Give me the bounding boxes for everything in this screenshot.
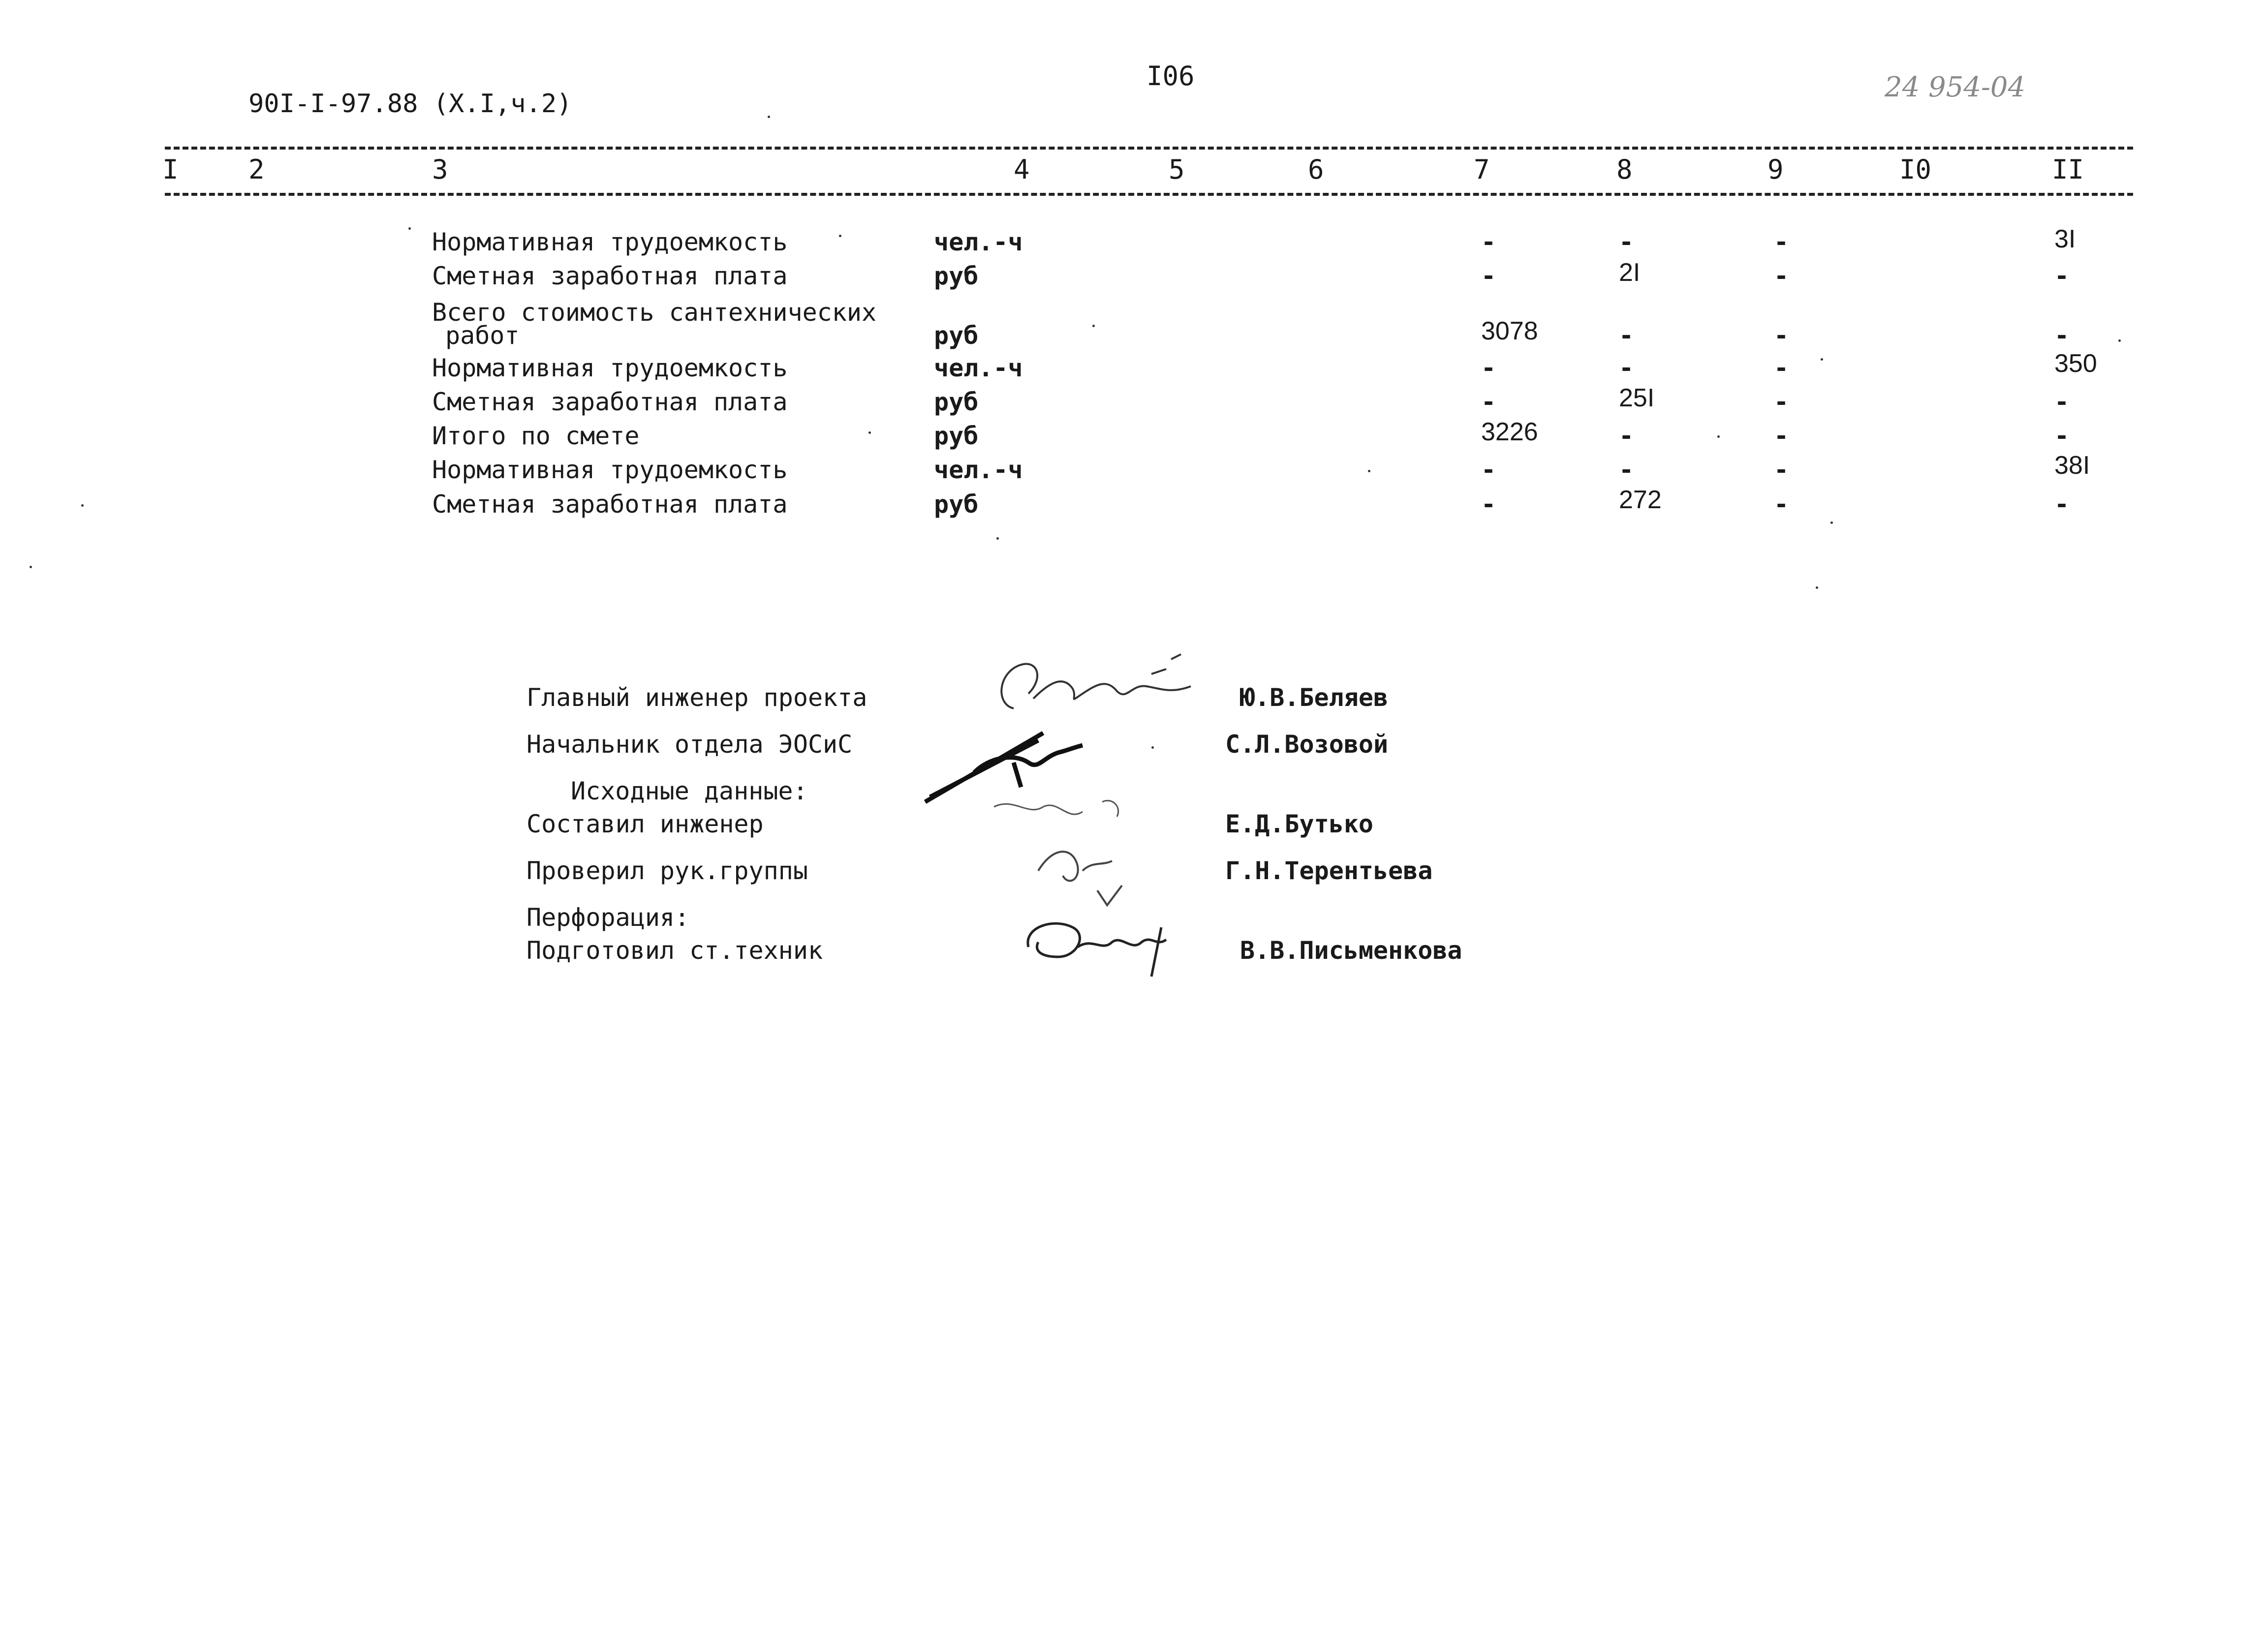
cell-col7: - — [1481, 228, 1496, 256]
column-header: 7 — [1474, 154, 1490, 185]
signature-checked — [1023, 836, 1151, 915]
row-name: Нормативная трудоемкость — [432, 354, 788, 382]
column-header: I0 — [1899, 154, 1932, 185]
page-number: I06 — [1146, 61, 1195, 92]
row-name: Сметная заработная плата — [432, 262, 788, 290]
cell-col9: - — [1774, 490, 1789, 519]
row-name: Нормативная трудоемкость — [432, 456, 788, 484]
scan-speck — [30, 566, 32, 568]
column-header: II — [2052, 154, 2084, 185]
scan-speck — [2118, 339, 2121, 342]
row-unit: чел.-ч — [934, 456, 1023, 484]
prepared-label: Подготовил ст.техник — [527, 936, 823, 965]
dept-head-name: С.Л.Возовой — [1225, 730, 1389, 759]
compiled-label: Составил инженер — [527, 810, 764, 838]
scan-speck — [1151, 746, 1154, 749]
row-unit: руб — [934, 388, 979, 416]
cell-col7: - — [1481, 388, 1496, 416]
scan-speck — [839, 235, 841, 237]
cell-col11: - — [2054, 490, 2070, 519]
cell-col11: - — [2054, 388, 2070, 416]
row-name: Сметная заработная плата — [432, 388, 788, 416]
checked-label: Проверил рук.группы — [527, 857, 808, 885]
scan-speck — [1830, 521, 1833, 524]
cell-col8: 2I — [1619, 258, 1641, 287]
scan-speck — [1821, 358, 1823, 361]
column-header: 4 — [1014, 154, 1030, 185]
signature-compiled — [984, 792, 1161, 836]
row-name-continuation: работ — [445, 321, 520, 350]
cell-col8: - — [1619, 422, 1634, 450]
cell-col9: - — [1774, 321, 1789, 350]
scan-speck — [996, 537, 999, 540]
chief-engineer-label: Главный инженер проекта — [527, 683, 868, 712]
cell-col7: 3078 — [1481, 317, 1538, 345]
row-unit: чел.-ч — [934, 228, 1023, 256]
compiled-name: Е.Д.Бутько — [1225, 810, 1374, 838]
cell-col8: - — [1619, 354, 1634, 382]
column-header: 6 — [1308, 154, 1324, 185]
scan-speck — [768, 116, 770, 118]
column-header: 2 — [248, 154, 265, 185]
row-name: Нормативная трудоемкость — [432, 228, 788, 256]
scan-speck — [868, 431, 871, 434]
column-header: I — [162, 154, 179, 185]
column-header: 5 — [1169, 154, 1185, 185]
row-name: Итого по смете — [432, 422, 640, 450]
cell-col11: - — [2054, 422, 2070, 450]
document-code: 90I-I-97.88 (X.I,ч.2) — [248, 89, 572, 119]
row-unit: руб — [934, 490, 979, 519]
cell-col7: - — [1481, 354, 1496, 382]
header-top-rule — [165, 147, 2133, 150]
prepared-name: В.В.Письменкова — [1240, 936, 1462, 965]
column-header: 9 — [1767, 154, 1784, 185]
cell-col8: - — [1619, 228, 1634, 256]
cell-col11: - — [2054, 321, 2070, 350]
cell-col7: - — [1481, 262, 1496, 290]
row-unit: руб — [934, 422, 979, 450]
scan-speck — [1092, 325, 1095, 327]
perforation-label: Перфорация: — [527, 903, 690, 932]
cell-col9: - — [1774, 354, 1789, 382]
header-bottom-rule — [165, 193, 2133, 196]
scan-speck — [1717, 435, 1720, 438]
row-unit: руб — [934, 262, 979, 290]
row-name: Всего стоимость сантехнических — [432, 298, 877, 327]
dept-head-label: Начальник отдела ЭОСиС — [527, 730, 853, 759]
cell-col8: 272 — [1619, 486, 1662, 514]
column-header: 3 — [432, 154, 448, 185]
cell-col8: - — [1619, 456, 1634, 484]
cell-col11: 3I — [2054, 225, 2076, 253]
cell-col11: 350 — [2054, 349, 2097, 378]
cell-col9: - — [1774, 388, 1789, 416]
source-data-label: Исходные данные: — [571, 777, 808, 805]
row-unit: руб — [934, 321, 979, 350]
cell-col8: 25I — [1619, 384, 1655, 412]
column-header: 8 — [1616, 154, 1633, 185]
cell-col9: - — [1774, 456, 1789, 484]
cell-col8: - — [1619, 321, 1634, 350]
signature-prepared — [1019, 908, 1196, 986]
cell-col11: - — [2054, 262, 2070, 290]
cell-col9: - — [1774, 422, 1789, 450]
scan-speck — [1816, 586, 1818, 589]
cell-col9: - — [1774, 262, 1789, 290]
archive-number: 24 954-04 — [1885, 71, 2026, 103]
checked-name: Г.Н.Терентьева — [1225, 857, 1433, 885]
row-name: Сметная заработная плата — [432, 490, 788, 519]
row-unit: чел.-ч — [934, 354, 1023, 382]
cell-col11: 38I — [2054, 451, 2090, 480]
chief-engineer-name: Ю.В.Беляев — [1240, 683, 1389, 712]
scan-speck — [408, 227, 411, 230]
cell-col7: - — [1481, 490, 1496, 519]
cell-col7: 3226 — [1481, 418, 1538, 446]
cell-col9: - — [1774, 228, 1789, 256]
scan-speck — [1368, 470, 1370, 472]
cell-col7: - — [1481, 456, 1496, 484]
scan-speck — [81, 504, 84, 507]
